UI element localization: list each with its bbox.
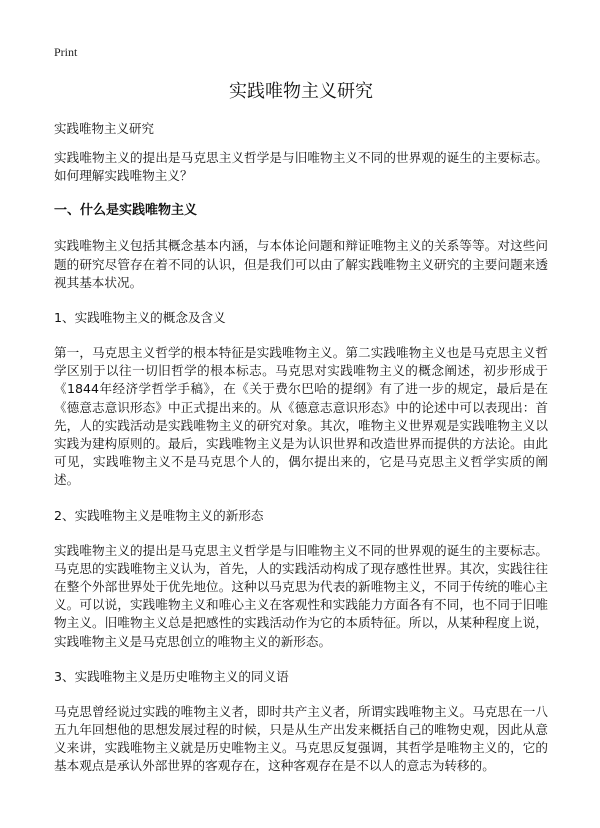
subsection-paragraph-1: 第一，马克思主义哲学的根本特征是实践唯物主义。第二实践唯物主义也是马克思主义哲学区别于以往一切旧哲学的根本标志。马克思对实践唯物主义的概念阐述，初步形成于《1844年经济学哲学手稿》，在《关于费尔巴哈的提纲》有了进一步的规定，最后是在《德意志意识形态》中正式提出来的。从《德意志意识形态》中的论述中可以表现出：首先，人的实践活动是实践唯物主义的研究对象。其次，唯物主义世界观是实践唯物主义以实践为建构原则的。最后，实践唯物主义是为认识世界和改造世界而提供的方法论。由此可见，实践唯物主义不是马克思个人的，偶尔提出来的，它是马克思主义哲学实质的阐述。 <box>54 345 548 488</box>
subsection-paragraph-3: 马克思曾经说过实践的唯物主义者，即时共产主义者，所谓实践唯物主义。马克思在一八五九年回想他的思想发展过程的时候，只是从生产出发来概括自己的唯物史观，因此从意义来讲，实践唯物主义就是历史唯物主义。马克思反复强调，其哲学是唯物主义的，它的基本观点是承认外部世界的客观存在，这种客观存在是不以人的意志为转移的。 <box>54 703 548 774</box>
print-label[interactable]: Print <box>54 45 78 59</box>
section-heading-1: 一、什么是实践唯物主义 <box>54 203 198 219</box>
subsection-heading-1: 1、实践唯物主义的概念及含义 <box>54 310 226 326</box>
document-title: 实践唯物主义研究 <box>229 81 373 102</box>
document-body <box>54 149 548 776</box>
section-paragraph-1: 实践唯物主义包括其概念基本内涵，与本体论问题和辩证唯物主义的关系等等。对这些问题的研究尽管存在着不同的认识，但是我们可以由了解实践唯物主义研究的主要问题来透视其基本状况。 <box>54 238 548 290</box>
subsection-heading-3: 3、实践唯物主义是历史唯物主义的同义语 <box>54 668 289 684</box>
subsection-paragraph-2: 实践唯物主义的提出是马克思主义哲学是与旧唯物主义不同的世界观的诞生的主要标志。马克思的实践唯物主义认为，首先，人的实践活动构成了现存感性世界。其次，实践往往在整个外部世界处于优先地位。这种以马克思为代表的新唯物主义，不同于传统的唯心主义。可以说，实践唯物主义和唯心主义在客观性和实践能力方面各有不同，也不同于旧唯物主义。旧唯物主义总是把感性的实践活动作为它的本质特征。所以，从某种程度上说，实践唯物主义是马克思创立的唯物主义的新形态。 <box>54 542 548 649</box>
subsection-heading-2: 2、实践唯物主义是唯物主义的新形态 <box>54 507 264 523</box>
intro-paragraph: 实践唯物主义的提出是马克思主义哲学是与旧唯物主义不同的世界观的诞生的主要标志。如何理解实践唯物主义？ <box>54 150 548 184</box>
document-subtitle: 实践唯物主义研究 <box>54 121 155 136</box>
